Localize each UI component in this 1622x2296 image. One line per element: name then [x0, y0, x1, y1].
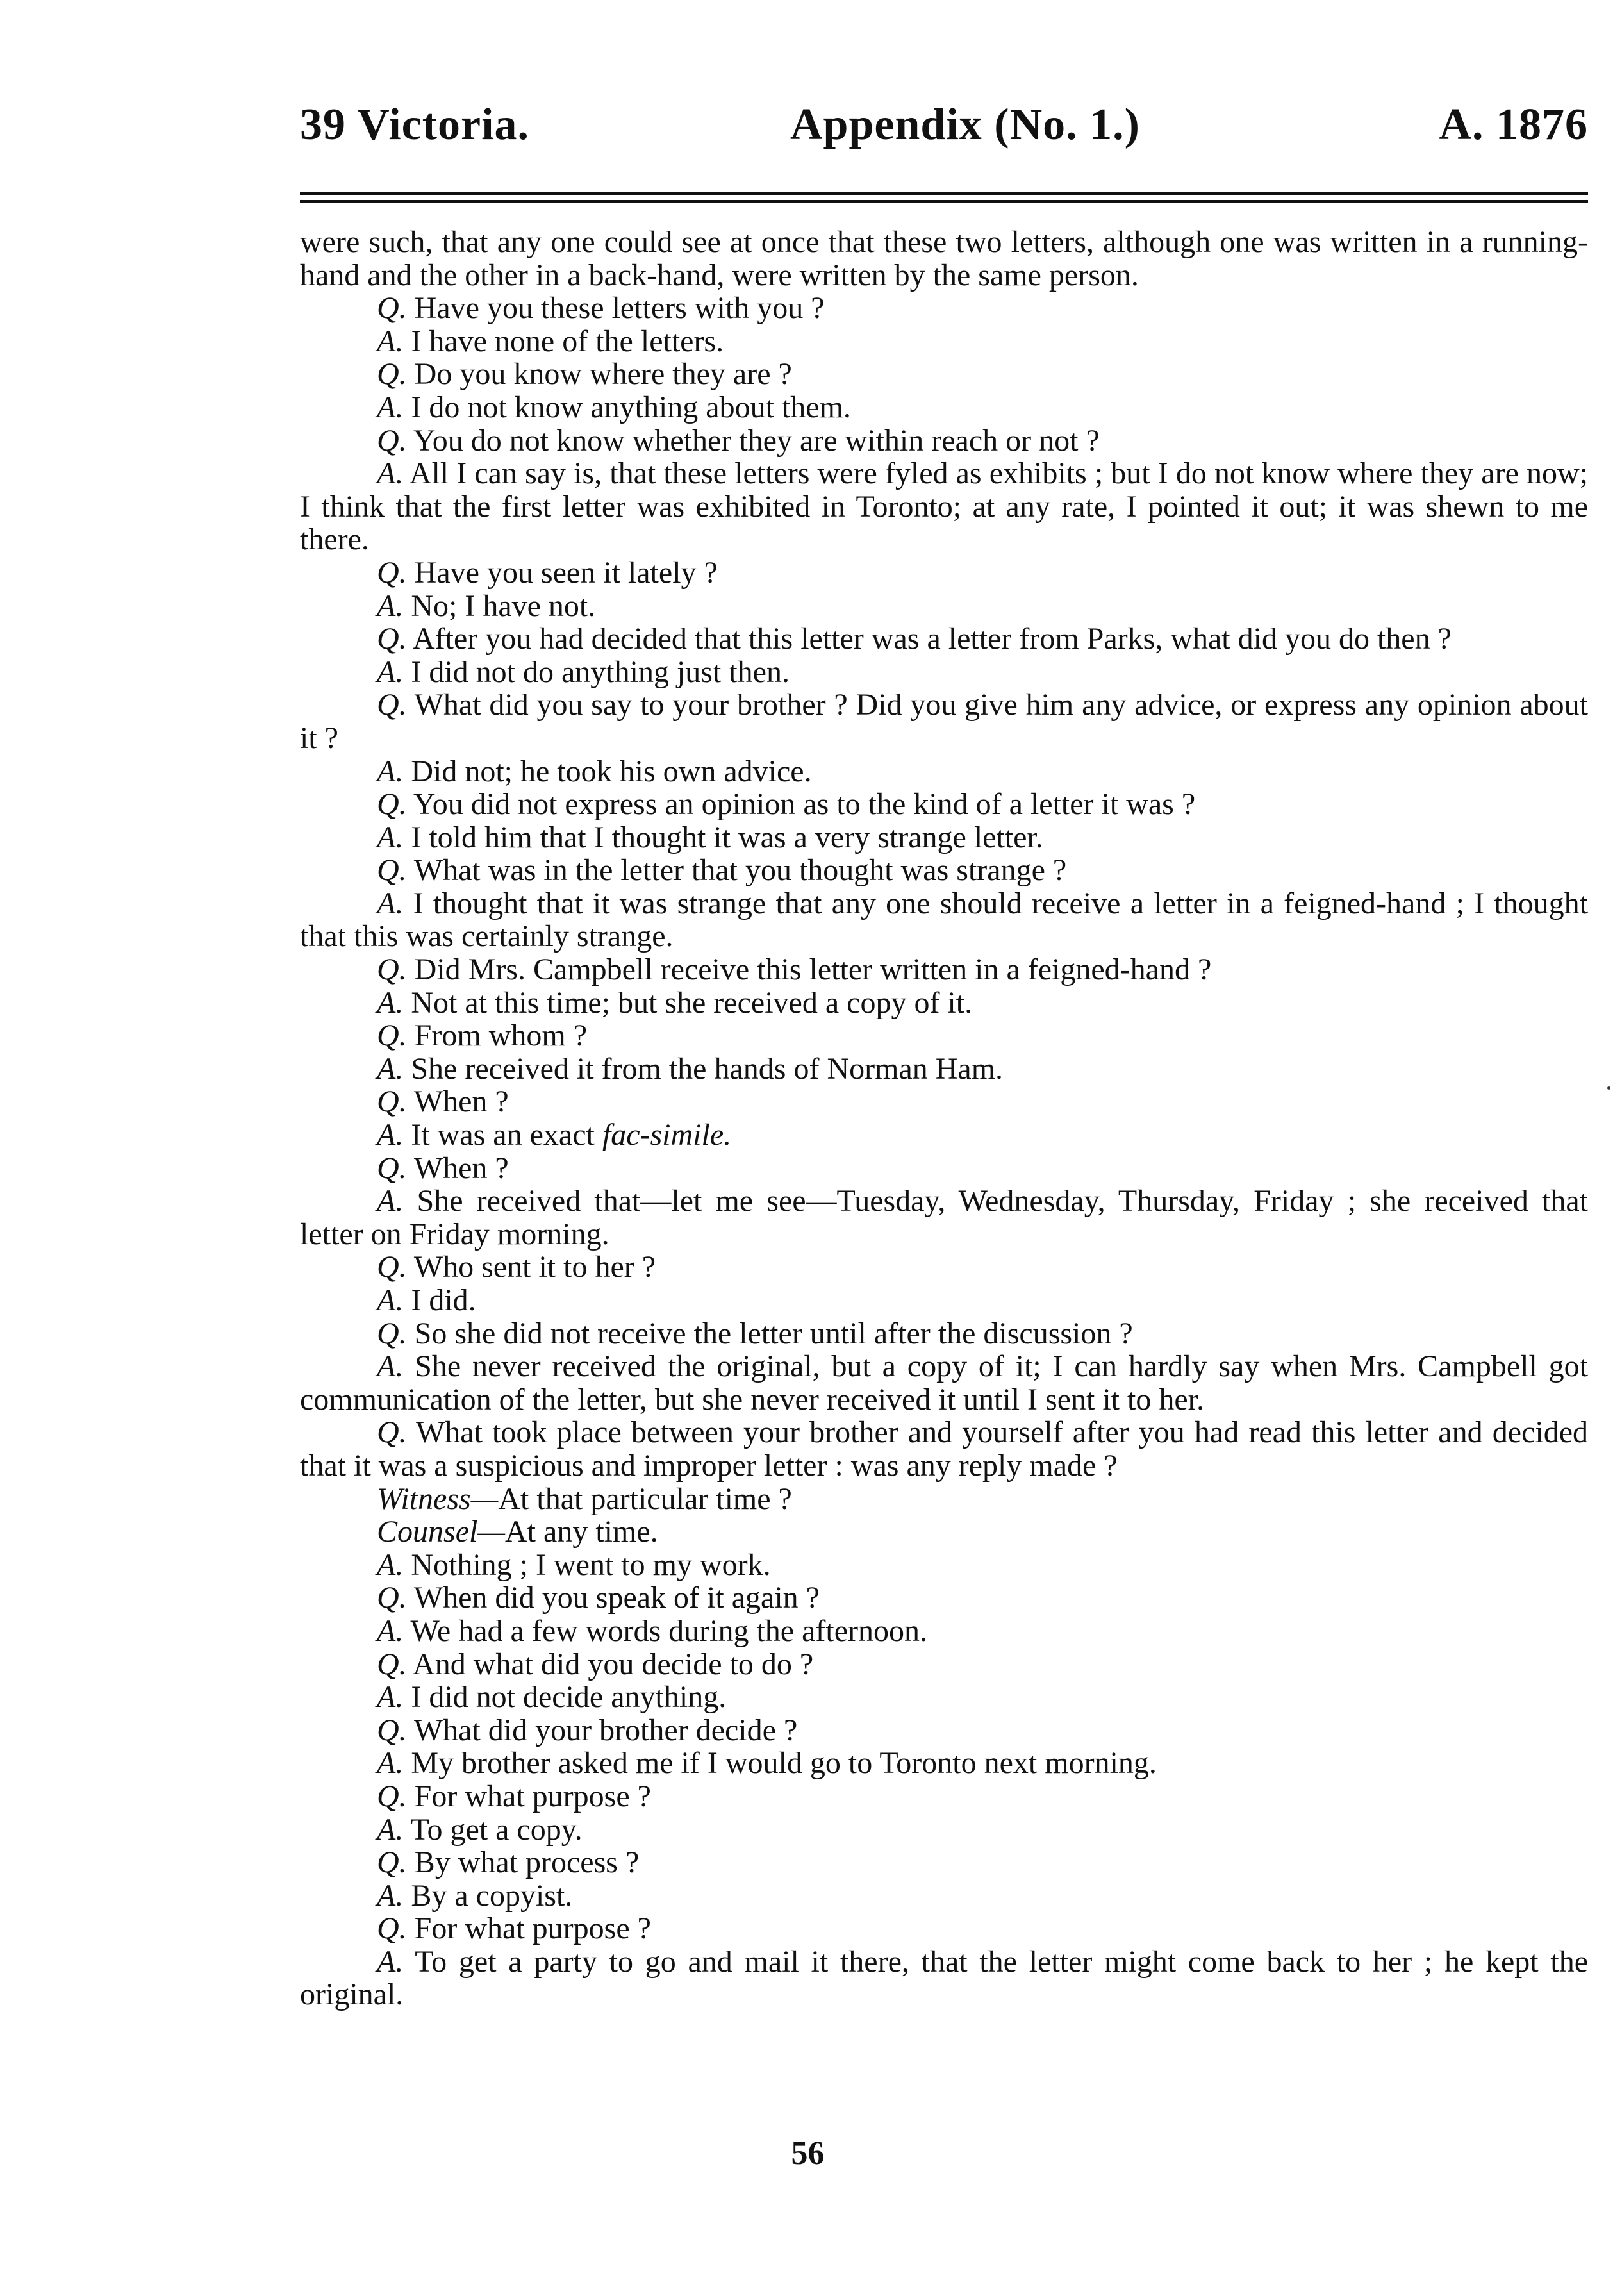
speaker-marker: A.	[377, 1349, 404, 1384]
speaker-marker: A.	[377, 1184, 404, 1219]
speaker-marker: Q.	[377, 357, 407, 392]
testimony-paragraph	[300, 755, 1588, 788]
paragraph-text: For what purpose ?	[414, 1911, 651, 1946]
testimony-paragraph	[300, 1813, 1588, 1847]
speaker-marker: Q.	[377, 622, 407, 656]
testimony-paragraph	[300, 1681, 1588, 1714]
paragraph-text: And what did you decide to do ?	[413, 1647, 814, 1681]
testimony-paragraph	[300, 1549, 1588, 1582]
paragraph-text: were such, that any one could see at once that these two letters, although one was written in a running-hand and the other in a back-hand, were written by the same person.	[300, 225, 1588, 292]
paragraph-text: She received it from the hands of Norman Ham.	[411, 1051, 1004, 1086]
testimony-paragraph	[300, 1846, 1588, 1879]
testimony-paragraph	[300, 391, 1588, 424]
testimony-paragraph	[300, 1185, 1588, 1251]
speaker-marker: A.	[377, 654, 404, 689]
speaker-marker: Q.	[377, 423, 407, 458]
testimony-paragraph	[300, 358, 1588, 391]
paragraph-text: Do you know where they are ?	[414, 357, 792, 392]
italic-term: fac-simile.	[602, 1118, 732, 1152]
paragraph-text: You do not know whether they are within reach or not ?	[413, 423, 1100, 458]
testimony-paragraph	[300, 986, 1588, 1020]
testimony-paragraph	[300, 226, 1588, 292]
speaker-marker: A.	[377, 1878, 404, 1913]
speaker-marker: Q.	[377, 555, 407, 590]
paragraph-text: I did not do anything just then.	[411, 654, 790, 689]
testimony-paragraph	[300, 1052, 1588, 1086]
testimony-paragraph	[300, 622, 1588, 656]
speaker-marker: A.	[377, 1944, 404, 1979]
paragraph-text: For what purpose ?	[414, 1779, 651, 1813]
speaker-marker: Q.	[377, 1845, 407, 1880]
paragraph-text: After you had decided that this letter was a letter from Parks, what did you do then ?	[413, 622, 1452, 656]
header-rule-top	[300, 192, 1588, 195]
testimony-paragraph	[300, 1416, 1588, 1482]
testimony-paragraph	[300, 1747, 1588, 1780]
speaker-marker: Q.	[377, 1085, 407, 1119]
paragraph-text: What was in the letter that you thought was strange ?	[413, 853, 1067, 888]
speaker-marker: A.	[377, 886, 404, 920]
speaker-marker: A.	[377, 1680, 404, 1715]
paragraph-text: What did you say to your brother ? Did you give him any advice, or express any opinion about it ?	[300, 688, 1588, 755]
speaker-marker: A.	[377, 588, 404, 623]
paragraph-text: Did Mrs. Campbell receive this letter written in a feigned-hand ?	[414, 953, 1212, 987]
testimony-paragraph	[300, 1879, 1588, 1913]
testimony-paragraph	[300, 1912, 1588, 1945]
testimony-paragraph	[300, 1780, 1588, 1813]
margin-speck	[1607, 1086, 1610, 1090]
speaker-marker: Q.	[377, 1713, 407, 1747]
speaker-marker: Q.	[377, 1316, 407, 1351]
paragraph-text: You did not express an opinion as to the kind of a letter it was ?	[413, 787, 1196, 822]
speaker-marker: Q.	[377, 953, 407, 987]
speaker-marker: Q.	[377, 1911, 407, 1946]
paragraph-text: Who sent it to her ?	[413, 1250, 656, 1285]
testimony-paragraph	[300, 590, 1588, 623]
testimony-body	[300, 226, 1588, 2011]
speaker-marker: A.	[377, 324, 404, 358]
testimony-paragraph	[300, 556, 1588, 590]
speaker-marker: A.	[377, 1547, 404, 1582]
speaker-marker: Q.	[377, 1647, 407, 1681]
running-header	[300, 99, 1588, 170]
testimony-paragraph	[300, 1714, 1588, 1747]
speaker-marker: Witness—	[377, 1481, 499, 1516]
paragraph-text: I thought that it was strange that any one should receive a letter in a feigned-hand ; I thought that this was certainly strange.	[300, 886, 1589, 954]
header-year: A. 1876	[1439, 100, 1588, 149]
paragraph-text: At any time.	[505, 1515, 658, 1549]
paragraph-text: By a copyist.	[411, 1878, 573, 1913]
speaker-marker: A.	[377, 1613, 404, 1648]
paragraph-text: I told him that I thought it was a very strange letter.	[411, 820, 1043, 854]
testimony-paragraph	[300, 1119, 1588, 1152]
testimony-paragraph	[300, 1945, 1588, 2011]
testimony-paragraph	[300, 1483, 1588, 1516]
testimony-paragraph	[300, 887, 1588, 953]
testimony-paragraph	[300, 424, 1588, 458]
speaker-marker: Q.	[377, 1779, 407, 1813]
speaker-marker: A.	[377, 456, 404, 491]
testimony-paragraph	[300, 854, 1588, 887]
paragraph-text: To get a party to go and mail it there, that the letter might come back to her ; he kept the original.	[300, 1944, 1589, 2012]
paragraph-text: It was an exact	[411, 1118, 595, 1152]
page-footer	[0, 2134, 1622, 2172]
testimony-paragraph	[300, 1615, 1588, 1648]
speaker-marker: Q.	[377, 1415, 407, 1450]
paragraph-text: Have you seen it lately ?	[414, 555, 718, 590]
testimony-paragraph	[300, 1581, 1588, 1615]
testimony-paragraph	[300, 953, 1588, 986]
speaker-marker: Q.	[377, 291, 407, 326]
paragraph-text: I did.	[411, 1283, 476, 1317]
page-number: 56	[791, 2135, 825, 2172]
paragraph-text: I have none of the letters.	[411, 324, 724, 358]
paragraph-text: When ?	[413, 1085, 509, 1119]
speaker-marker: Q.	[377, 1250, 407, 1285]
testimony-paragraph	[300, 1317, 1588, 1351]
speaker-marker: A.	[377, 820, 404, 854]
paragraph-text: She received that—let me see—Tuesday, Wednesday, Thursday, Friday ; she received that letter on Friday morning.	[300, 1184, 1589, 1251]
paragraph-text: What did your brother decide ?	[413, 1713, 798, 1747]
paragraph-text: When did you speak of it again ?	[413, 1581, 820, 1615]
testimony-paragraph	[300, 1515, 1588, 1549]
testimony-paragraph	[300, 325, 1588, 358]
speaker-marker: A.	[377, 754, 404, 788]
speaker-marker: Q.	[377, 1019, 407, 1053]
speaker-marker: Q.	[377, 1151, 407, 1185]
testimony-paragraph	[300, 821, 1588, 854]
paragraph-text: No; I have not.	[411, 588, 596, 623]
speaker-marker: A.	[377, 1283, 404, 1317]
paragraph-text: My brother asked me if I would go to Toronto next morning.	[411, 1746, 1157, 1781]
paragraph-text: To get a copy.	[410, 1812, 583, 1847]
speaker-marker: Q.	[377, 853, 407, 888]
speaker-marker: A.	[377, 1051, 404, 1086]
paragraph-text: When ?	[413, 1151, 509, 1185]
paragraph-text: We had a few words during the afternoon.	[410, 1613, 927, 1648]
speaker-marker: Counsel—	[377, 1515, 506, 1549]
paragraph-text: At that particular time ?	[498, 1481, 792, 1516]
paragraph-text: From whom ?	[414, 1019, 587, 1053]
speaker-marker: A.	[377, 1746, 404, 1781]
testimony-paragraph	[300, 788, 1588, 821]
testimony-paragraph	[300, 656, 1588, 689]
speaker-marker: A.	[377, 390, 404, 424]
paragraph-text: What took place between your brother and yourself after you had read this letter and decided that it was a suspicious and improper letter : was any reply made ?	[300, 1415, 1589, 1483]
paragraph-text: Not at this time; but she received a copy of it.	[411, 985, 973, 1020]
header-appendix: Appendix (No. 1.)	[790, 100, 1140, 149]
speaker-marker: Q.	[377, 787, 407, 822]
paragraph-text: All I can say is, that these letters were fyled as exhibits ; but I do not know where they are now; I think that the first letter was exhibited in Toronto; at any rate, I pointed it out; it was shewn to me there.	[300, 456, 1588, 557]
paragraph-text: Have you these letters with you ?	[414, 291, 825, 326]
paragraph-text: I do not know anything about them.	[411, 390, 851, 424]
testimony-paragraph	[300, 1648, 1588, 1681]
testimony-paragraph	[300, 688, 1588, 754]
speaker-marker: A.	[377, 985, 404, 1020]
testimony-paragraph	[300, 1085, 1588, 1119]
paragraph-text: Nothing ; I went to my work.	[411, 1547, 771, 1582]
header-session: 39 Victoria.	[300, 100, 530, 149]
testimony-paragraph	[300, 1019, 1588, 1052]
paragraph-text: She never received the original, but a copy of it; I can hardly say when Mrs. Campbell got communication of the letter, but she never received it until I sent it to her.	[300, 1349, 1588, 1417]
testimony-paragraph	[300, 457, 1588, 556]
testimony-paragraph	[300, 1284, 1588, 1317]
paragraph-text: I did not decide anything.	[411, 1680, 727, 1715]
testimony-paragraph	[300, 1251, 1588, 1284]
header-rule-bottom	[300, 200, 1588, 203]
testimony-paragraph	[300, 292, 1588, 325]
speaker-marker: Q.	[377, 1581, 407, 1615]
testimony-paragraph	[300, 1350, 1588, 1416]
paragraph-text: So she did not receive the letter until after the discussion ?	[414, 1316, 1133, 1351]
testimony-paragraph	[300, 1152, 1588, 1185]
speaker-marker: A.	[377, 1118, 404, 1152]
speaker-marker: Q.	[377, 688, 407, 722]
paragraph-text: By what process ?	[414, 1845, 640, 1880]
paragraph-text: Did not; he took his own advice.	[411, 754, 812, 788]
speaker-marker: A.	[377, 1812, 404, 1847]
